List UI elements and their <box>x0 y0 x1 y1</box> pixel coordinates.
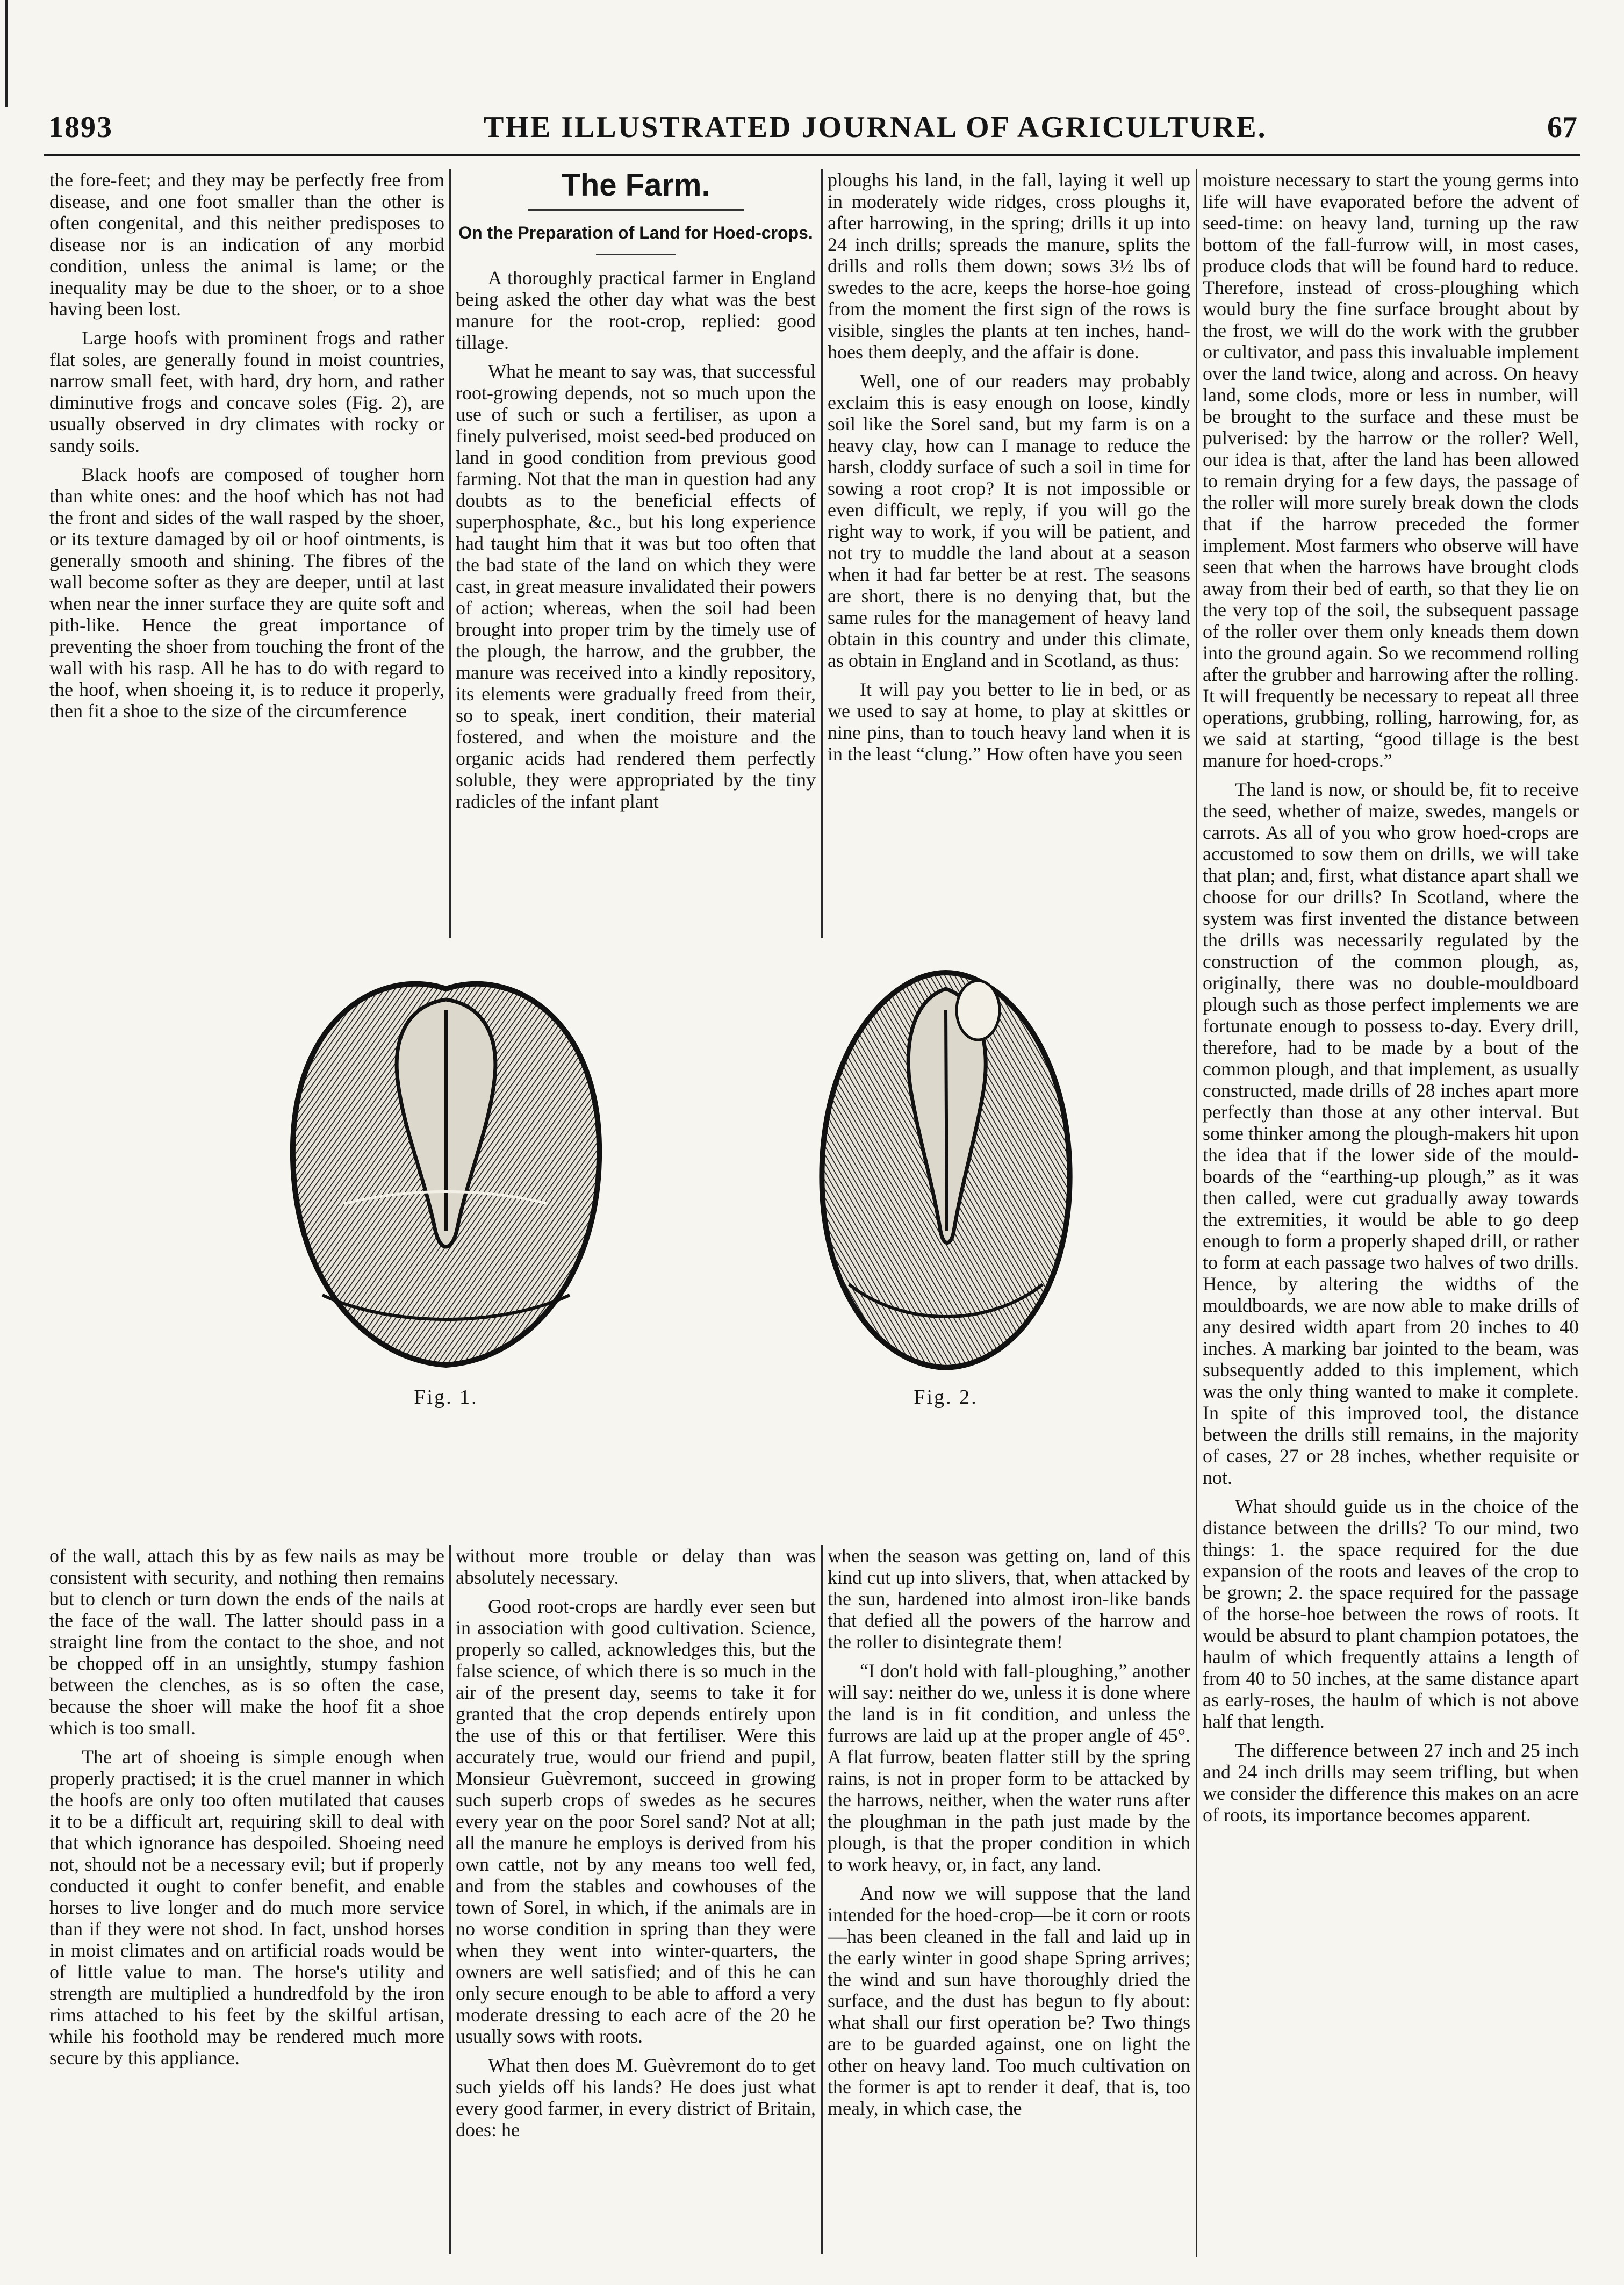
paragraph: moisture necessary to start the young germs into life will have evaporated before the advent of seed-time: on heavy land, turning up the raw bottom of the fall-furrow will, in most cases, produce clods that will be found hard to reduce. Therefore, instead of cross-ploughing which would bury the fine surface brought about by the frost, we will do the work with the grubber or cultivator, and pass this invaluable implement over the land twice, along and across. On heavy land, some clods, more or less in number, will be brought to the surface and these must be pulverised: by the harrow or the roller? Well, our idea is that, after the land has been allowed to remain drying for a few days, the passage of the roller will more surely break down the clods that if the harrow preceded the former implement. Most farmers who observe will have seen that when the harrows have brought clods away from their bed of earth, so that they lie on the very top of the soil, the subsequent passage of the roller over them only kneads them down into the ground again. So we recommend rolling after the grubber and harrowing after the rolling. It will frequently be necessary to repeat all three operations, grubbing, rolling, harrowing, for, as we said at starting, “good tillage is the best manure for hoed-crops.” <box>1203 169 1579 771</box>
margin-rule <box>5 0 8 107</box>
paragraph: “I don't hold with fall-ploughing,” another will say: neither do we, unless it is done where the land is in fit condition, and unless the furrows are laid up at the proper angle of 45°. A flat furrow, beaten flatter still by the spring rains, is not in proper form to be attacked by the harrows, neither, when the water runs after the ploughman in the path just made by the plough, is that the proper condition in which to work heavy, or, in fact, any land. <box>828 1660 1190 1875</box>
paragraph: What should guide us in the choice of the distance between the drills? To our mind, two things: 1. the space required for the due expansion of the roots and leaves of the crop to be grown; 2. the space required for the passage of the horse-hoe between the rows of roots. It would be absurd to plant champion potatoes, the haulm of which frequently attains a length of from 40 to 50 inches, at the same distance apart as early-roses, the haulm of which is not above half that length. <box>1203 1496 1579 1732</box>
column-1-top <box>49 169 444 940</box>
article-title: On the Preparation of Land for Hoed-crops. <box>458 223 813 242</box>
title-rule <box>596 254 675 255</box>
header-rule <box>44 154 1580 156</box>
paragraph: What then does M. Guèvremont do to get such yields off his lands? He does just what every good farmer, in every district of Britain, does: he <box>456 2054 816 2140</box>
paragraph: ploughs his land, in the fall, laying it well up in moderately wide ridges, cross ploughs it, after harrowing, in the spring; drills it up into 24 inch drills; spreads the manure, splits the drills and rolls them down; sows 3½ lbs of swedes to the acre, keeps the horse-hoe going from the moment the first sign of the rows is visible, singles the plants at ten inches, hand-hoes them deeply, and the affair is done. <box>828 169 1190 363</box>
paragraph: Black hoofs are composed of tougher horn than white ones: and the hoof which has not had the front and sides of the wall rasped by the shoer, or its texture damaged by oil or hoof ointments, is generally smooth and shining. The fibres of the wall become softer as they are deeper, until at last when near the inner surface they are quite soft and pith-like. Hence the great importance of preventing the shoer from touching the front of the wall with his rasp. All he has to do with regard to the hoof, when shoeing it, is to reduce it properly, then fit a shoe to the size of the circumference <box>49 464 444 722</box>
column-4 <box>1203 169 1579 2260</box>
column-3-bottom <box>828 1545 1190 2260</box>
running-header <box>48 110 1577 152</box>
paragraph: Large hoofs with prominent frogs and rather flat soles, are generally found in moist countries, narrow small feet, with hard, dry horn, and rather diminutive frogs and concave soles (Fig. 2), are usually observed in dry climates with rocky or sandy soils. <box>49 327 444 456</box>
column-rule <box>1196 169 1197 2257</box>
paragraph: The land is now, or should be, fit to receive the seed, whether of maize, swedes, mangels or carrots. As all of you who grow hoed-crops are accustomed to sow them on drills, we will take that plan; and, first, what distance apart shall we choose for our drills? In Scotland, where the system was first invented the distance between the drills was necessarily regulated by the construction of the common plough, as, originally, there was no double-mouldboard plough such as those perfect implements we are fortunate enough to possess to-day. Every drill, therefore, had to be made by a bout of the common plough, and that implement, as usually constructed, made drills of 28 inches apart more perfectly than those at any other interval. But some thinker among the plough-makers hit upon the idea that if the lower side of the mould-boards of the “earthing-up plough,” as it was then called, were cut gradually away towards the extremities, it would be able to go deep enough to form a properly shaped drill, or rather to form at each passage two halves of two drills. Hence, by altering the widths of the mouldboards, we are now able to make drills of any desired width apart from 20 inches to 40 inches. A marking bar jointed to the beam, was subsequently added to this implement, which was the only thing wanted to make it complete. In spite of this improved tool, the distance between the drills still remains, in the majority of cases, 27 or 28 inches, whether requisite or not. <box>1203 779 1579 1488</box>
column-2-bottom <box>456 1545 816 2260</box>
column-rule <box>821 169 823 938</box>
figure-1 <box>236 951 656 1409</box>
figure-1-caption: Fig. 1. <box>414 1386 478 1409</box>
heading-rule <box>528 209 744 211</box>
paragraph: the fore-feet; and they may be perfectly free from disease, and one foot smaller than the other is often congenital, and this neither predisposes to disease nor is an indication of any morbid condition, unless the animal is lame; or the inequality may be due to the shoer, or to a shoe having been lost. <box>49 169 444 320</box>
paragraph: Well, one of our readers may probably exclaim this is easy enough on loose, kindly soil like the Sorel sand, but my farm is on a heavy clay, how can I manage to reduce the harsh, cloddy surface of such a soil in time for sowing a root crop? It is not impossible or even difficult, we reply, if you will go the right way to work, if you will be patient, and not try to muddle the land about at a season when it had far better be at rest. The seasons are short, there is no denying that, but the same rules for the management of heavy land obtain in this country and under this climate, as obtain in England and in Scotland, as thus: <box>828 370 1190 671</box>
section-heading: The Farm. <box>561 169 710 203</box>
paragraph: A thoroughly practical farmer in England being asked the other day what was the best manure for the root-crop, replied: good tillage. <box>456 267 816 353</box>
paragraph: It will pay you better to lie in bed, or as we used to say at home, to play at skittles or nine pins, than to touch heavy land when it is in the least “clung.” How often have you seen <box>828 679 1190 765</box>
paragraph: when the season was getting on, land of this kind cut up into slivers, that, when attacked by the sun, hardened into almost iron-like bands that defied all the powers of the harrow and the roller to disintegrate them! <box>828 1545 1190 1652</box>
figure-2-caption: Fig. 2. <box>914 1386 978 1409</box>
paragraph: What he meant to say was, that successful root-growing depends, not so much upon the use of such or such a fertiliser, as upon a finely pulverised, moist seed-bed produced on land in good condition from previous good farming. Not that the man in question had any doubts as to the beneficial effects of superphosphate, &c., but his long experience had taught him that it was but too often that the bad state of the land on which they were cast, in great measure invalidated their powers of action; whereas, when the soil had been brought into proper trim by the timely use of the plough, the harrow, and the grubber, the manure was received into a kindly repository, its elements were gradually freed from their, so to speak, inert condition, their material fostered, and when the moisture and the organic acids had rendered them perfectly soluble, they were appropriated by the tiny radicles of the infant plant <box>456 361 816 812</box>
page-number: 67 <box>1547 111 1577 144</box>
paragraph: without more trouble or delay than was absolutely necessary. <box>456 1545 816 1588</box>
figure-2 <box>758 951 1134 1409</box>
header-year: 1893 <box>48 111 113 144</box>
hoof-sole-illustration <box>274 951 618 1381</box>
column-2-top <box>456 169 816 940</box>
paragraph: The difference between 27 inch and 25 inch and 24 inch drills may seem trifling, but when we consider the difference this makes on an acre of roots, its importance becomes apparent. <box>1203 1740 1579 1826</box>
column-1-bottom <box>49 1545 444 2260</box>
paragraph: The art of shoeing is simple enough when properly practised; it is the cruel manner in which the hoofs are only too often mutilated that causes it to be a difficult art, requiring skill to deal with that which ignorance has despoiled. Shoeing need not, should not be a necessary evil; but if properly conducted it ought to confer benefit, and enable horses to live longer and do much more service than if they were not shod. In fact, unshod horses in moist climates and on artificial roads would be of little value to man. The horse's utility and strength are multiplied a hundredfold by the iron rims attached to his feet by the skilful artisan, while his foothold may be rendered much more secure by this appliance. <box>49 1746 444 2068</box>
paragraph: of the wall, attach this by as few nails as may be consistent with security, and nothing then remains but to clench or turn down the ends of the nails at the face of the wall. The latter should pass in a straight line from the contact to the shoe, and not be chopped off in an unsightly, stumpy fashion between the clenches, as is so often the case, because the shoer will make the hoof fit a shoe which is too small. <box>49 1545 444 1738</box>
hoof-sole-illustration <box>806 951 1086 1381</box>
column-3-top <box>828 169 1190 940</box>
paragraph: And now we will suppose that the land intended for the hoed-crop—be it corn or roots—has been cleaned in the fall and laid up in the early winter in good shape Spring arrives; the wind and sun have thoroughly dried the surface, and the dust has begun to fly about: what shall our first operation be? Two things are to be guarded against, one on light the other on heavy land. Too much cultivation on the former is apt to render it deaf, that is, too mealy, in which case, the <box>828 1882 1190 2119</box>
column-rule <box>449 1545 451 2254</box>
column-rule <box>449 169 451 938</box>
paragraph: Good root-crops are hardly ever seen but in association with good cultivation. Science, properly so called, acknowledges this, but the false science, of which there is so much in the air of the present day, seems to take it for granted that the crop depends entirely upon the use of this or that fertiliser. Were this accurately true, would our friend and pupil, Monsieur Guèvremont, succeed in growing such superb crops of swedes as he secures every year on the poor Sorel sand? Not at all; all the manure he employs is derived from his own cattle, not by any means too well fed, and from the stables and cowhouses of the town of Sorel, in which, if the animals are in no worse condition in spring than they were when they went into winter-quarters, the owners are well satisfied; and of this he can only secure enough to be able to afford a very moderate dressing to each acre of the 20 he usually sows with roots. <box>456 1596 816 2047</box>
journal-title: THE ILLUSTRATED JOURNAL OF AGRICULTURE. <box>484 111 1267 144</box>
column-rule <box>821 1545 823 2254</box>
